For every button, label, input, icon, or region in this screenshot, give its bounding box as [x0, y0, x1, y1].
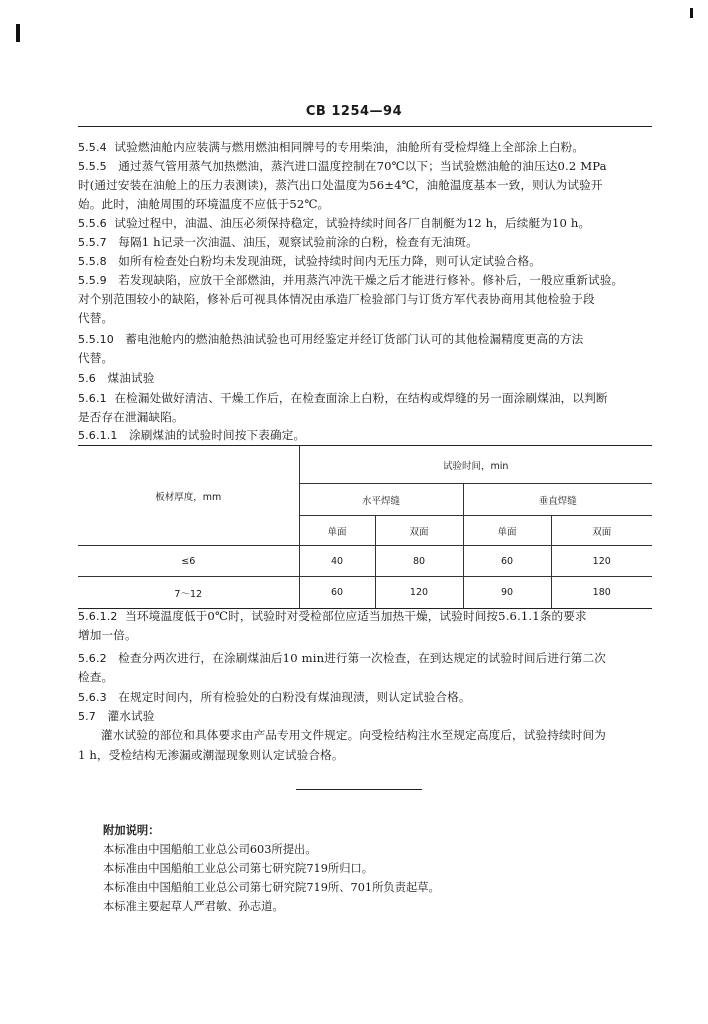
- table-cell-value: 60: [463, 546, 551, 577]
- end-rule: [296, 789, 422, 790]
- table-header-h-single: 单面: [299, 516, 375, 546]
- table-header-test-time: 试验时间，min: [299, 446, 652, 484]
- table-cell-value: 120: [551, 546, 652, 577]
- table-row: [78, 577, 652, 609]
- scan-mark-top-left: [16, 24, 20, 42]
- header-rule: [78, 126, 652, 127]
- table-header-v-double: 双面: [551, 516, 652, 546]
- note-line: 本标准主要起草人严君敏、孙志道。: [103, 900, 284, 913]
- page-header-code: CB 1254—94: [305, 104, 403, 119]
- table-cell-value: 60: [299, 577, 375, 609]
- table-header-h-double: 双面: [375, 516, 463, 546]
- notes-title: 附加说明：: [103, 823, 160, 837]
- table-cell-value: 40: [299, 546, 375, 577]
- table-cell-thickness: 7～12: [78, 577, 299, 609]
- scan-mark-top-right: [690, 8, 693, 18]
- table-row: [78, 546, 652, 577]
- table-cell-value: 120: [375, 577, 463, 609]
- table-header-v-single: 单面: [463, 516, 551, 546]
- table-cell-thickness: ≤6: [78, 546, 299, 577]
- note-line: 本标准由中国船舶工业总公司第七研究院719所、701所负责起草。: [103, 881, 440, 894]
- table-cell-value: 80: [375, 546, 463, 577]
- table-header-horizontal-weld: 水平焊缝: [299, 484, 463, 516]
- table-header-thickness: 板材厚度，mm: [78, 446, 299, 546]
- kerosene-test-time-table: [78, 445, 652, 609]
- note-line: 本标准由中国船舶工业总公司第七研究院719所归口。: [103, 862, 374, 875]
- table-cell-value: 180: [551, 577, 652, 609]
- table-header-vertical-weld: 垂直焊缝: [463, 484, 652, 516]
- note-line: 本标准由中国船舶工业总公司603所提出。: [103, 843, 317, 856]
- table-cell-value: 90: [463, 577, 551, 609]
